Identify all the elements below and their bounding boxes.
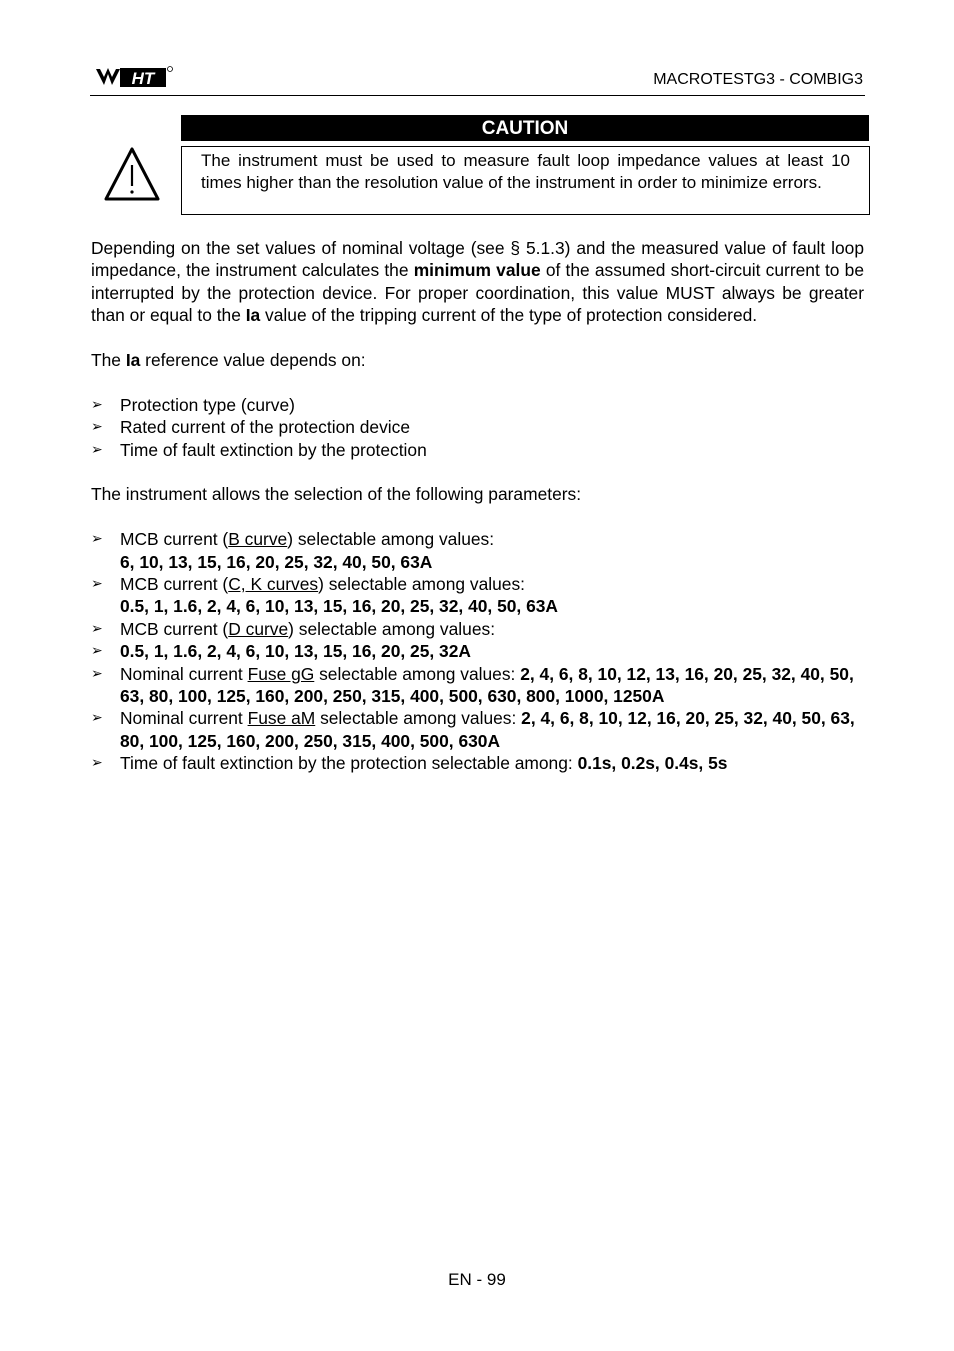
underlined-text: C, K curves [228, 574, 319, 595]
text: Depending on the set values of nominal voltage (see § 5.1.3) and the measured value of fault loop impedance, the instrument calculates the [91, 238, 864, 281]
caution-text: The instrument must be used to measure fault loop impedance values at least 10 times higher than the resolution value of the instrument in order to minimize errors. [201, 151, 850, 192]
text: MCB current ( [120, 618, 229, 639]
bullet-arrow-icon: ➢ [91, 755, 103, 772]
values-text: 0.5, 1, 1.6, 2, 4, 6, 10, 13, 15, 16, 20, 25, 32, 40, 50, 63A [120, 596, 558, 617]
logo-text: HT [131, 69, 155, 88]
underlined-text: D curve [228, 618, 289, 639]
text: selectable among values: [315, 708, 522, 729]
text: Nominal current [120, 663, 248, 684]
text: MCB current ( [120, 574, 229, 595]
bullet-arrow-icon: ➢ [91, 441, 103, 458]
main-content [91, 237, 864, 775]
list-item [91, 618, 864, 640]
text: Time of fault extinction by the protection selectable among: [120, 753, 578, 774]
list-item [91, 573, 864, 618]
bullet-arrow-icon: ➢ [91, 620, 103, 637]
list-item [91, 416, 864, 438]
bullet-arrow-icon: ➢ [91, 643, 103, 660]
values-text: 2, 4, 6, 8, 10, 12, 13, 16, 20, 25, 32, 40, 50, 63, 80, 100, 125, 160, 200, 250, 315, 400, 500, 630, 800, 1000, 1250A [120, 663, 854, 707]
text: Nominal current [120, 708, 248, 729]
list-item [91, 439, 864, 461]
text: reference value depends on: [140, 350, 366, 371]
values-text: 0.1s, 0.2s, 0.4s, 5s [577, 753, 728, 774]
text: ) selectable among values: [288, 618, 496, 639]
text: of the assumed short-circuit current to be interrupted by the protection device. For proper coordination, this value MUST always be greater than or equal to the [91, 260, 864, 326]
list-item-text: Time of fault extinction by the protection [120, 439, 427, 460]
values-text: 0.5, 1, 1.6, 2, 4, 6, 10, 13, 15, 16, 20, 25, 32A [120, 641, 471, 662]
ht-logo [94, 64, 174, 90]
text: selectable among values: [314, 663, 521, 684]
values-text: 6, 10, 13, 15, 16, 20, 25, 32, 40, 50, 63A [120, 551, 433, 572]
underlined-text: Fuse gG [247, 663, 315, 684]
bullet-arrow-icon: ➢ [91, 396, 103, 413]
underlined-text: Fuse aM [247, 708, 316, 729]
text: value of the tripping current of the type of protection considered. [260, 305, 758, 326]
document-title: MACROTESTG3 - COMBIG3 [653, 71, 863, 88]
bold-text: minimum value [413, 260, 541, 281]
list-item [91, 663, 864, 708]
bullet-arrow-icon: ➢ [91, 576, 103, 593]
parameters-list [91, 528, 864, 774]
text: ) selectable among values: [318, 574, 525, 595]
bullet-arrow-icon: ➢ [91, 531, 103, 548]
selection-paragraph: The instrument allows the selection of the following parameters: [91, 484, 582, 505]
bold-text: Ia [125, 350, 141, 371]
bullet-arrow-icon: ➢ [91, 419, 103, 436]
list-item-text: Rated current of the protection device [120, 417, 411, 438]
bullet-arrow-icon: ➢ [91, 710, 103, 727]
list-item [91, 528, 864, 573]
list-item-text: Protection type (curve) [120, 394, 295, 415]
ia-factors-list [91, 394, 864, 461]
page-header [90, 62, 865, 96]
caution-title: CAUTION [181, 115, 869, 141]
caution-box [181, 146, 870, 215]
list-item [91, 640, 864, 662]
values-text: 2, 4, 6, 8, 10, 12, 16, 20, 25, 32, 40, 50, 63, 80, 100, 125, 160, 200, 250, 315, 400, 500, 630A [120, 708, 855, 751]
bold-text: Ia [245, 305, 261, 326]
list-item [91, 752, 864, 774]
ia-paragraph [91, 349, 864, 371]
text: ) selectable among values: [287, 529, 495, 550]
page-number: EN - 99 [448, 1270, 506, 1289]
list-item [91, 707, 864, 752]
text: MCB current ( [120, 529, 229, 550]
list-item [91, 394, 864, 416]
text: The [91, 350, 126, 371]
underlined-text: B curve [228, 529, 288, 550]
intro-paragraph [91, 237, 864, 327]
warning-triangle-icon [103, 146, 161, 202]
bullet-arrow-icon: ➢ [91, 665, 103, 682]
